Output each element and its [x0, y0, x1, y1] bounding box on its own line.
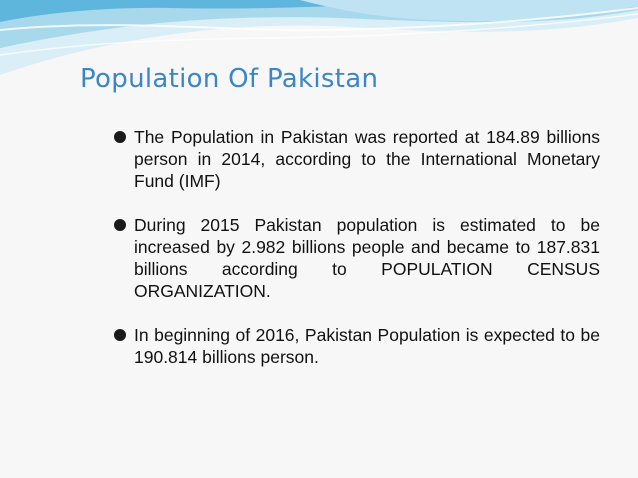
bullet-text: In beginning of 2016, Pakistan Population is expected to be 190.814 billions person. [134, 325, 600, 367]
list-item [114, 324, 600, 368]
slide-title: Population Of Pakistan [80, 64, 379, 94]
list-item [114, 214, 600, 302]
bullet-text: The Population in Pakistan was reported at 184.89 billions person in 2014, according to the International Monetary Fund (IMF) [134, 127, 600, 191]
bullet-text: During 2015 Pakistan population is estimated to be increased by 2.982 billions people and became to 187.831 billions according to POPULATION CENSUS ORGANIZATION. [134, 215, 600, 301]
bullet-icon [114, 131, 126, 143]
bullet-icon [114, 329, 126, 341]
bullet-icon [114, 219, 126, 231]
bullet-list [114, 126, 600, 368]
list-item [114, 126, 600, 192]
